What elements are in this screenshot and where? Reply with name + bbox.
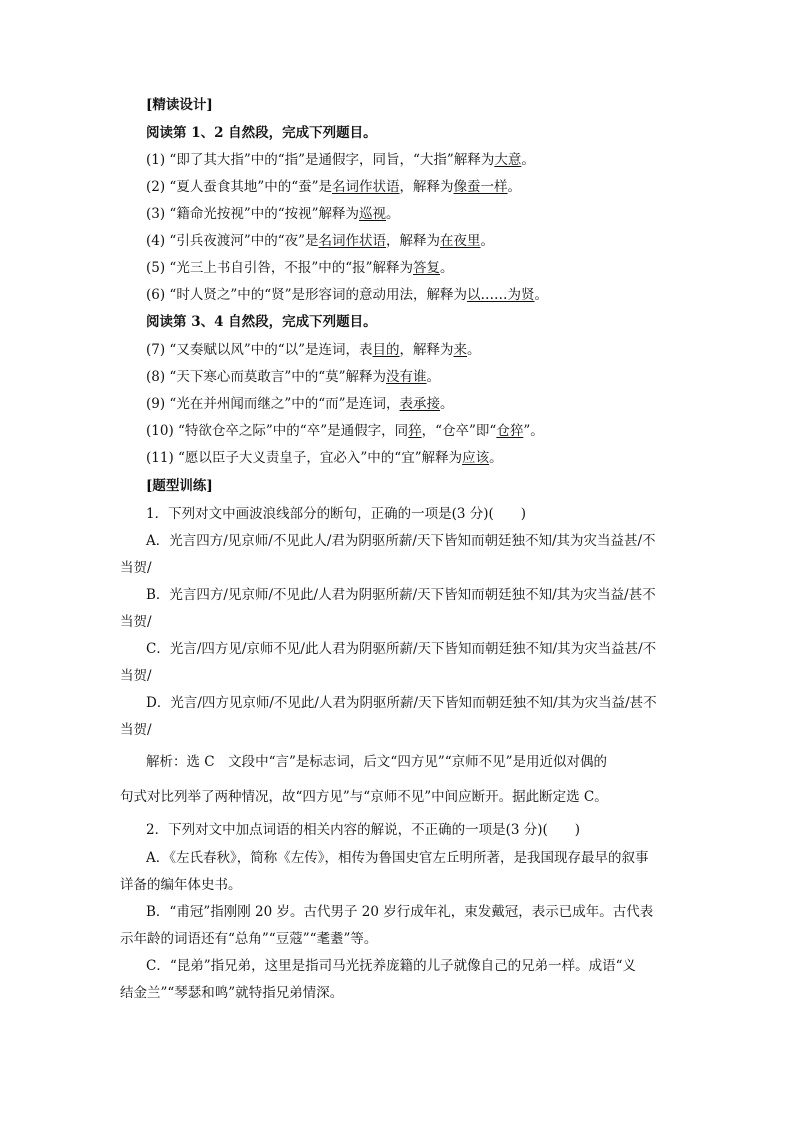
q2-option-a-cont: 详备的编年体史书。 [120, 877, 242, 893]
question-1-stem: 1．下列对文中画波浪线部分的断句，正确的一项是(3 分)( ) [146, 506, 527, 522]
q1-option-d-cont: 当贺/ [120, 722, 152, 738]
q1-option-d: D．光言/四方见京师/不见此/人君为阴驱所薪/天下皆知而朝廷独不知/其为灾当益/甚不 [146, 695, 657, 711]
answer-underlined: 猝 [408, 423, 422, 439]
q1-analysis-cont: 句式对比列举了两种情况，故“四方见”与“京师不见”中间应断开。据此断定选 C。 [120, 789, 608, 805]
section-heading-training: [题型训练] [146, 478, 213, 494]
answer-underlined: 以……为贤 [467, 287, 535, 303]
q2-option-b-cont: 示年龄的词语还有“总角”“豆蔻”“耄耋”等。 [120, 931, 378, 947]
vocab-item-3: (3) “籍命光按视”中的“按视”解释为巡视。 [146, 206, 400, 222]
q2-option-c-cont: 结金兰”“琴瑟和鸣”就特指兄弟情深。 [120, 985, 344, 1001]
vocab-item-7: (7) “又奏赋以风”中的“以”是连词，表目的，解释为来。 [146, 342, 481, 358]
q1-option-b: B．光言四方/见京师/不见此/人君为阴驱所薪/天下皆知而朝廷独不知/其为灾当益/甚不 [146, 587, 656, 603]
q2-option-b: B．“甫冠”指刚刚 20 岁。古代男子 20 岁行成年礼，束发戴冠，表示已成年。古代表 [146, 904, 654, 920]
q1-option-b-cont: 当贺/ [120, 614, 152, 630]
answer-underlined: 来 [453, 342, 468, 358]
q1-analysis: 解析：选 C 文段中“言”是标志词，后文“四方见”“京师不见”是用近似对偶的 [146, 754, 608, 770]
vocab-item-1: (1) “即了其大指”中的“指”是通假字，同旨，“大指”解释为大意。 [146, 152, 535, 168]
answer-underlined: 名词作状语 [318, 233, 387, 249]
answer-underlined: 大意 [494, 152, 522, 168]
q2-option-c: C．“昆弟”指兄弟，这里是指司马光抚养庞籍的儿子就像自己的兄弟一样。成语“义 [146, 958, 637, 974]
q1-option-a: A．光言四方/见京师/不见此人/君为阴驱所薪/天下皆知而朝廷独不知/其为灾当益甚/不 [146, 533, 656, 549]
answer-underlined: 名词作状语 [332, 179, 400, 195]
vocab-item-9: (9) “光在并州闻而继之”中的“而”是连词，表承接。 [146, 396, 454, 412]
answer-underlined: 答复 [413, 260, 441, 276]
q1-option-c: C．光言/四方见/京师不见/此人君为阴驱所薪/天下皆知而朝廷独不知/其为灾当益甚/不 [146, 641, 657, 657]
part2-instruction: 阅读第 3、4 自然段，完成下列题目。 [146, 314, 377, 330]
vocab-item-8: (8) “天下寒心而莫敢言”中的“莫”解释为没有谁。 [146, 369, 441, 385]
vocab-item-6: (6) “时人贤之”中的“贤”是形容词的意动用法，解释为以……为贤。 [146, 287, 549, 303]
question-2-stem: 2．下列对文中加点词语的相关内容的解说，不正确的一项是(3 分)( ) [146, 822, 581, 838]
vocab-item-11: (11) “愿以臣子大义责皇子，宜必入”中的“宜”解释为应该。 [146, 450, 503, 466]
vocab-item-2: (2) “夏人蚕食其地”中的“蚕”是名词作状语，解释为像蚕一样。 [146, 179, 522, 195]
answer-underlined: 表承接 [399, 396, 441, 412]
answer-underlined: 应该 [462, 450, 490, 466]
q2-option-a: A．《左氏春秋》，简称《左传》，相传为鲁国史官左丘明所著，是我国现存最早的叙事 [146, 850, 649, 866]
q1-option-a-cont: 当贺/ [120, 560, 152, 576]
section-heading-reading: [精读设计] [146, 97, 213, 113]
answer-underlined: 在夜里 [440, 233, 481, 249]
answer-underlined: 目的 [372, 342, 400, 358]
answer-underlined: 没有谁 [386, 369, 427, 385]
vocab-item-5: (5) “光三上书自引咎，不报”中的“报”解释为答复。 [146, 260, 454, 276]
q1-option-c-cont: 当贺/ [120, 668, 152, 684]
answer-underlined: 像蚕一样 [453, 179, 508, 195]
part1-instruction: 阅读第 1、2 自然段，完成下列题目。 [146, 125, 377, 141]
answer-underlined: 巡视 [359, 206, 387, 222]
vocab-item-10: (10) “特欲仓卒之际”中的“卒”是通假字，同猝，“仓卒”即“仓猝”。 [146, 423, 544, 439]
vocab-item-4: (4) “引兵夜渡河”中的“夜”是名词作状语，解释为在夜里。 [146, 233, 495, 249]
answer-underlined: 仓猝 [496, 423, 524, 439]
